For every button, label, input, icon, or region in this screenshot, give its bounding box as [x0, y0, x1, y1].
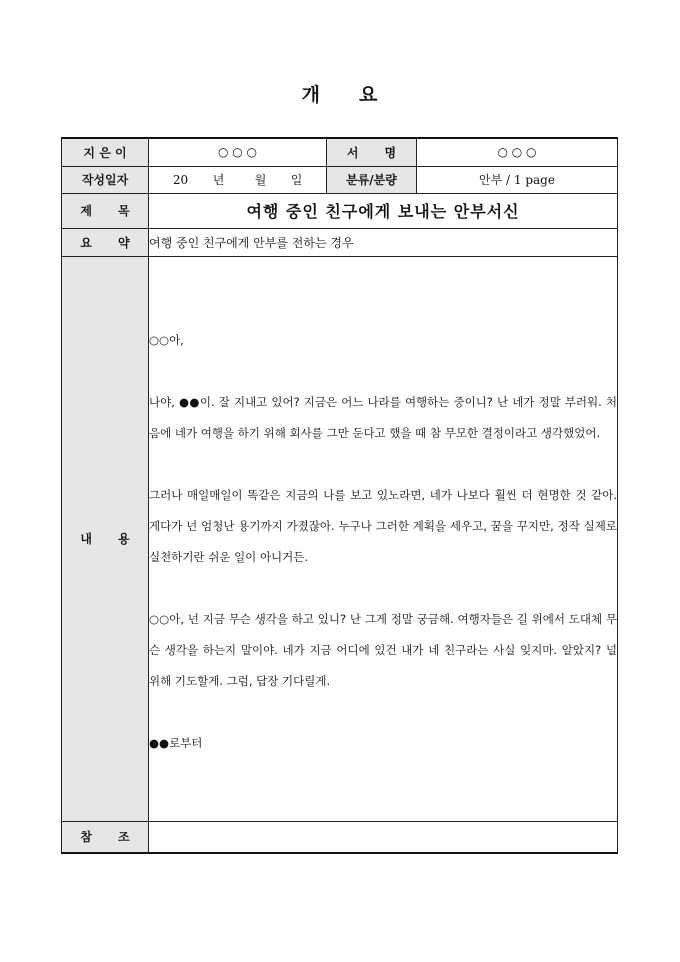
signature-value: ○ ○ ○ — [417, 138, 618, 166]
category-value: 안부 / 1 page — [417, 166, 618, 193]
subject-row — [62, 193, 618, 228]
date-month-unit: 월 — [254, 173, 267, 187]
reference-row — [62, 821, 618, 853]
date-label: 작성일자 — [62, 166, 149, 193]
author-value: ○ ○ ○ — [149, 138, 327, 166]
reference-label — [62, 821, 149, 853]
subject-value: 여행 중인 친구에게 보내는 안부서신 — [149, 193, 618, 228]
content-row — [62, 256, 618, 821]
letter — [149, 279, 617, 799]
reference-value — [149, 821, 618, 853]
document-table — [61, 137, 618, 854]
subject-label-1: 제 — [80, 204, 92, 218]
date-year-unit: 년 — [212, 173, 225, 187]
letter-closing: ●●로부터 — [149, 735, 203, 750]
page-title-char-2: 요 — [359, 84, 379, 106]
page-title — [0, 80, 680, 107]
signature-label-2: 명 — [384, 145, 397, 160]
summary-row — [62, 228, 618, 256]
signature-label — [327, 138, 417, 166]
signature-label-1: 서 — [346, 145, 359, 160]
summary-label-2: 약 — [118, 235, 130, 250]
author-row — [62, 138, 618, 166]
letter-paragraph-1: 나야, ●●이. 잘 지내고 있어? 지금은 어느 나라를 여행하는 중이니? 난 네가 정말 부러워. 처음에 네가 여행을 하기 위해 회사를 그만 둔다고 했을 때 참 무모한 결정이라고 생각했었어. — [149, 394, 617, 440]
subject-label-2: 목 — [118, 204, 130, 218]
reference-label-1: 참 — [80, 830, 92, 845]
page-title-char-1: 개 — [301, 84, 321, 106]
content-label-1: 내 — [80, 532, 92, 546]
date-value — [149, 166, 327, 193]
date-year: 20 — [172, 173, 189, 187]
content-label — [62, 256, 149, 821]
date-day-unit: 일 — [290, 173, 303, 187]
letter-paragraph-2: 그러나 매일매일이 똑같은 지금의 나를 보고 있노라면, 네가 나보다 훨씬 더 현명한 것 같아. 게다가 넌 엄청난 용기까지 가졌잖아. 누구나 그러한 계획을 세우고, 꿈을 꾸지만, 정작 실제로 실천하기란 쉬운 일이 아니거든. — [149, 487, 617, 564]
subject-label — [62, 193, 149, 228]
letter-greeting: ○○아, — [149, 332, 184, 347]
reference-label-2: 조 — [118, 830, 130, 845]
date-row — [62, 166, 618, 193]
category-label: 분류/분량 — [327, 166, 417, 193]
summary-value: 여행 중인 친구에게 안부를 전하는 경우 — [149, 228, 618, 256]
author-label: 지 은 이 — [62, 138, 149, 166]
content-label-2: 용 — [118, 532, 130, 546]
summary-label — [62, 228, 149, 256]
content-body — [149, 256, 618, 821]
summary-label-1: 요 — [80, 235, 92, 250]
letter-paragraph-3: ○○아, 넌 지금 무슨 생각을 하고 있니? 난 그게 정말 궁금해. 여행자들은 길 위에서 도대체 무슨 생각을 하는지 말이야. 네가 지금 어디에 있건 내가 네 친구라는 사실 잊지마. 알았지? 널 위해 기도할게. 그럼, 답장 기다릴게. — [149, 611, 617, 688]
